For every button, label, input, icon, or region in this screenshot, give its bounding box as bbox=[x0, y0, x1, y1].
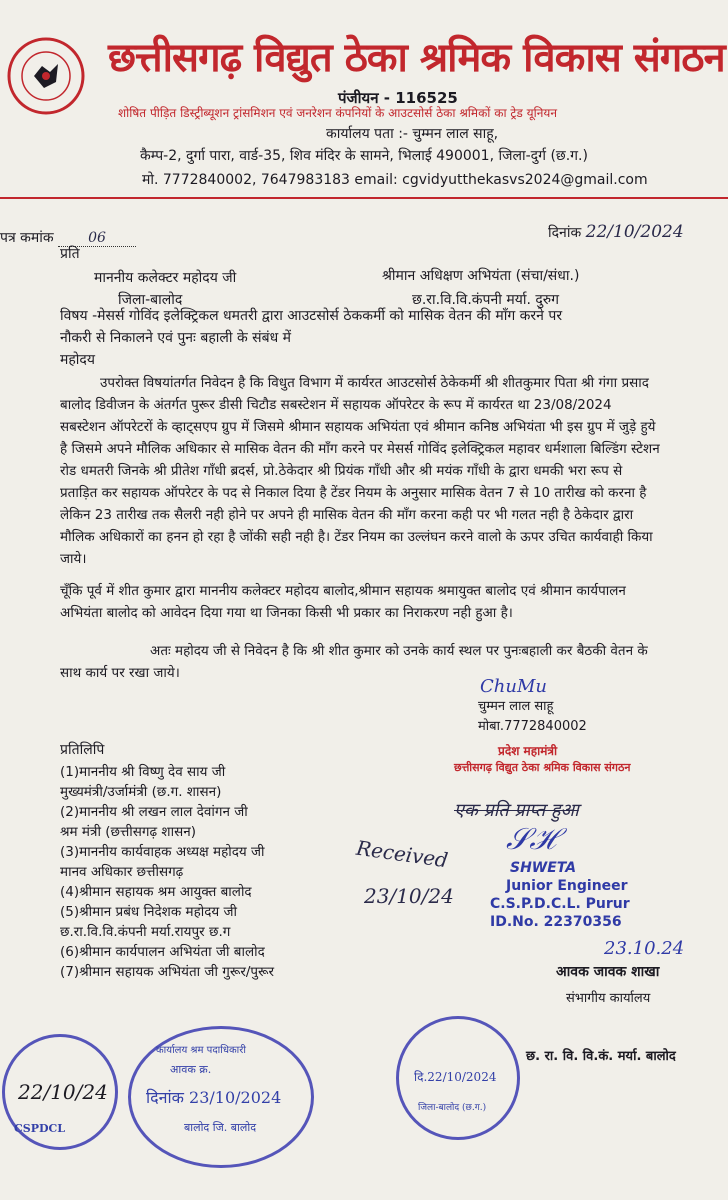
registration-number: पंजीयन - 116525 bbox=[338, 89, 458, 107]
cspdcl-stamp-text: CSPDCL bbox=[14, 1122, 65, 1135]
salutation: महोदय bbox=[60, 352, 95, 368]
header-divider bbox=[0, 197, 728, 199]
copies-list bbox=[60, 762, 274, 982]
signatory-organization: छत्तीसगढ़ विद्युत ठेका श्रमिक विकास संगठन bbox=[454, 761, 631, 774]
inward-office: संभागीय कार्यालय bbox=[566, 991, 651, 1006]
signatory-title: प्रदेश महामंत्री bbox=[498, 744, 558, 758]
subject-line-2: नौकरी से निकालने एवं पुनः बहाली के संबंध में bbox=[60, 330, 292, 346]
recipient-engineer: श्रीमान अधिक्षण अभियंता (संचा/संधा.) bbox=[382, 268, 580, 284]
copy-item: (5)श्रीमान प्रबंध निदेशक महोदय जी छ.रा.वि.वि.कंपनी मर्या.रायपुर छ.ग bbox=[60, 904, 238, 940]
letter-date bbox=[548, 222, 684, 242]
signatory-mobile: मोबा.7772840002 bbox=[478, 719, 587, 734]
organization-name: छत्तीसगढ़ विद्युत ठेका श्रमिक विकास संगठन bbox=[108, 35, 725, 81]
received-label: Received bbox=[354, 835, 450, 873]
copies-heading: प्रतिलिपि bbox=[60, 742, 105, 758]
date-value: 22/10/2024 bbox=[585, 222, 684, 242]
copy-item: (7)श्रीमान सहायक अभियंता जी गुरूर/पुरूर bbox=[60, 964, 275, 980]
copy-item: (4)श्रीमान सहायक श्रम आयुक्त बालोद bbox=[60, 884, 252, 900]
union-description: शोषित पीड़ित डिस्ट्रीब्यूशन ट्रांसमिशन एवं जनरेशन कंपनियों के आउटसोर्स ठेका श्रमिकों का ट्रेड यूनियन bbox=[118, 106, 558, 120]
inward-company: छ. रा. वि. वि.कं. मर्या. बालोद bbox=[526, 1049, 676, 1064]
copy-item: (2)माननीय श्री लखन लाल देवांगन जी श्रम मंत्री (छत्तीसगढ़ शासन) bbox=[60, 804, 248, 840]
labour-stamp-top: कार्यालय श्रम पदाधिकारी bbox=[156, 1045, 246, 1056]
labour-stamp-date: दिनांक 23/10/2024 bbox=[146, 1088, 282, 1107]
body-paragraph-1: उपरोक्त विषयांतर्गत निवेदन है कि विधुत विभाग में कार्यरत आउटसोर्स ठेकेकर्मी श्री शीतकुमार पिता श्री गंगा प्रसाद बालोद डिवीजन के अंतर्गत पुरूर डीसी चिटौड सबस्टेशन में सहायक ऑपरेटर के रूप में कार्यरत था 23/08/2024 सबस्टेशन ऑपरेटरों के व्हाट्सएप ग्रुप में जिसमे श्रीमान सहायक अभियंता एवं श्रीमान कनिष्ठ अभियंता भी इस ग्रुप में जुड़े हुये है जिसमे अपने मौलिक अधिकार से मासिक वेतन की माँग करने पर मेसर्स गोविंद इलेक्ट्रिकल महावर धर्मशाला बिल्डिंग स्टेशन रोड धमतरी जिनके श्री प्रीतेश गाँधी ब्रदर्स, प्रो.ठेकेदार श्री प्रियंक गाँधी और श्री मयंक गाँधी के द्वारा धमकी भरा रूप से प्रताड़ित कर सहायक ऑपरेटर के पद से निकाल दिया है टेंडर नियम के अनुसार मासिक वेतन 7 से 10 तारीख को करना है लेकिन 23 तारीख तक सैलरी नही होने पर अपने ही मासिक वेतन की माँग करना कही पर भी गलत नही है ठेकेदार द्वारा मौलिक अधिकारों का हनन हो रहा है जोंकी सही नही है। टेंडर नियम का उल्लंघन करने वालो के ऊपर उचित कार्यवाही किया जाये। bbox=[60, 375, 660, 567]
labour-stamp-inward: आवक क्र. bbox=[170, 1063, 212, 1076]
organization-seal-icon bbox=[6, 36, 86, 116]
reference-value: 06 bbox=[58, 230, 136, 247]
body-paragraph-3: अतः महोदय जी से निवेदन है कि श्री शीत कुमार को उनके कार्य स्थल पर पुनःबहाली कर बैठकी वेतन के साथ कार्य पर रखा जाये। bbox=[60, 643, 648, 681]
reference-label: पत्र कमांक bbox=[0, 230, 54, 246]
copy-item: (1)माननीय श्री विष्णु देव साय जी मुख्यमंत्री/उर्जामंत्री (छ.ग. शासन) bbox=[60, 764, 226, 800]
inward-date: 23.10.24 bbox=[604, 938, 685, 959]
date-label: दिनांक bbox=[548, 225, 582, 241]
engineer-signature: 𝒮ℋ bbox=[506, 822, 557, 857]
labour-stamp-bottom: बालोद जि. बालोद bbox=[184, 1121, 257, 1134]
cspdcl-stamp-date: 22/10/24 bbox=[18, 1080, 108, 1104]
handwritten-receipt-note: एक प्रति प्राप्त हुआ bbox=[454, 800, 579, 821]
contact-line: मो. 7772840002, 7647983183 email: cgvidyutthekasvs2024@gmail.com bbox=[142, 172, 648, 188]
to-label: प्रति bbox=[60, 246, 80, 262]
signature-scribble: ChuMu bbox=[480, 676, 547, 697]
engineer-office: C.S.P.D.C.L. Purur bbox=[490, 896, 630, 912]
copy-item: (6)श्रीमान कार्यपालन अभियंता जी बालोद bbox=[60, 944, 265, 960]
received-date: 23/10/24 bbox=[364, 884, 454, 908]
recipient-collector-district: जिला-बालोद bbox=[118, 292, 183, 308]
engineer-title: Junior Engineer bbox=[506, 878, 628, 894]
signatory-name: चुम्मन लाल साहू bbox=[478, 699, 554, 714]
recipient-collector: माननीय कलेक्टर महोदय जी bbox=[94, 270, 237, 286]
subject-line-1: विषय -मेसर्स गोविंद इलेक्ट्रिकल धमतरी द्वारा आउटसोर्स ठेककर्मी को मासिक वेतन की माँग करने पर bbox=[60, 308, 563, 324]
copy-item: (3)माननीय कार्यवाहक अध्यक्ष महोदय जी मानव अधिकार छत्तीसगढ़ bbox=[60, 844, 265, 880]
recipient-engineer-company: छ.रा.वि.वि.कंपनी मर्या. दुरुग bbox=[412, 292, 560, 308]
office-address: कैम्प-2, दुर्गा पारा, वार्ड-35, शिव मंदिर के सामने, भिलाई 490001, जिला-दुर्ग (छ.ग.) bbox=[140, 148, 588, 164]
engineer-id: ID.No. 22370356 bbox=[490, 914, 622, 930]
engineer-name: SHWETA bbox=[510, 860, 577, 876]
district-stamp-date: दि.22/10/2024 bbox=[414, 1070, 497, 1084]
body-paragraph-2: चूँकि पूर्व में शीत कुमार द्वारा माननीय कलेक्टर महोदय बालोद,श्रीमान सहायक श्रमायुक्त बालोद एवं श्रीमान कार्यपालन अभियंता बालोद को आवेदन दिया गया था जिनका किसी भी प्रकार का निराकरण नही हुआ है। bbox=[60, 583, 626, 621]
district-stamp-bottom: जिला-बालोद (छ.ग.) bbox=[418, 1103, 487, 1113]
office-address-label: कार्यालय पता :- चुम्मन लाल साहू, bbox=[326, 126, 499, 142]
inward-section: आवक जावक शाखा bbox=[556, 964, 660, 980]
